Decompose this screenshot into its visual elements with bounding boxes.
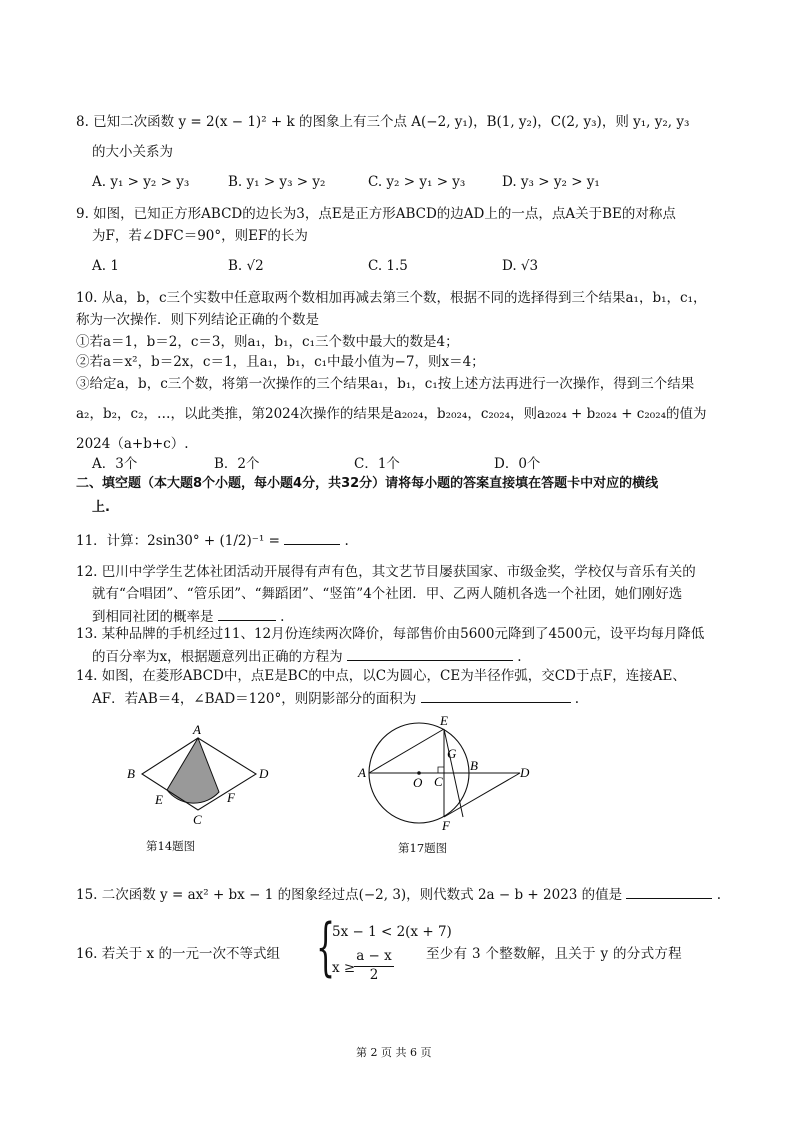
- q9-option-a: A. 1: [92, 258, 119, 274]
- q13-prompt: 的百分率为x，根据题意列出正确的方程为: [92, 649, 343, 665]
- page-footer: 第 2 页 共 6 页: [356, 1046, 432, 1059]
- q15-answer-blank[interactable]: [626, 886, 712, 899]
- q12-line1: 12. 巴川中学学生艺体社团活动开展得有声有色，其文艺节目屡获国家、市级金奖，学校仅与音乐有关的: [76, 564, 696, 580]
- section-2-heading: 二、填空题（本大题8个小题，每小题4分，共32分）请将每小题的答案直接填在答题卡中对应的横线: [76, 476, 659, 491]
- q9-option-c: C. 1.5: [368, 258, 408, 274]
- q14-line2: [92, 690, 579, 708]
- q10-option-b: B．2个: [214, 456, 260, 472]
- q11-answer-blank[interactable]: [284, 532, 340, 545]
- fig14-label-f: F: [227, 790, 235, 805]
- q16-prompt: 16. 若关于 x 的一元一次不等式组: [76, 946, 280, 962]
- fig17-label-d: D: [520, 765, 530, 780]
- q8-option-c: C. y₂ > y₁ > y₃: [368, 174, 466, 190]
- figure-17: [350, 708, 540, 838]
- q9-option-d: D. √3: [502, 258, 539, 274]
- q14-answer-blank[interactable]: [421, 690, 571, 703]
- q8-option-a: A. y₁ > y₂ > y₃: [92, 174, 190, 190]
- q10-statement-3a: ③给定a，b，c三个数，将第一次操作的三个结果a₁，b₁，c₁按上述方法再进行一次操作，得到三个结果: [76, 376, 695, 392]
- fig14-label-c: C: [193, 812, 202, 827]
- q11-end: .: [344, 533, 349, 549]
- q15-end: .: [716, 887, 722, 903]
- q16-denominator: 2: [354, 966, 394, 984]
- q10-statement-3c: 2024（a+b+c）.: [76, 436, 189, 452]
- q11-expression: 11．计算：2sin30° + (1/2)⁻¹ =: [76, 533, 280, 549]
- q9-option-b: B. √2: [228, 258, 264, 274]
- fig17-right-angle-mark: [438, 767, 444, 773]
- q10-line2: 称为一次操作．则下列结论正确的个数是: [76, 312, 319, 328]
- q13-answer-blank[interactable]: [347, 648, 513, 661]
- section-2-heading-cont: 上.: [92, 500, 110, 515]
- q15-prompt: 15. 二次函数 y = ax² + bx − 1 的图象经过点(−2, 3)，则代数式 2a − b + 2023 的值是: [76, 887, 623, 903]
- q12-prompt: 到相同社团的概率是: [92, 609, 214, 625]
- q13-line1: 13. 某种品牌的手机经过11、12月份连续两次降价，每部售价由5600元降到了4500元，设平均每月降低: [76, 626, 705, 642]
- q8-line1: 8. 已知二次函数 y = 2(x − 1)² + k 的图象上有三个点 A(−2, y₁)，B(1, y₂)，C(2, y₃)，则 y₁, y₂, y₃: [76, 114, 690, 130]
- q13-end: .: [517, 649, 522, 665]
- q10-statement-1: ①若a＝1，b＝2，c＝3，则a₁，b₁，c₁三个数中最大的数是4；: [76, 334, 459, 350]
- q16-numerator: a − x: [356, 948, 392, 964]
- q15: [76, 886, 721, 904]
- q8-option-b: B. y₁ > y₃ > y₂: [228, 174, 326, 190]
- fig14-label-e: E: [155, 792, 163, 807]
- q14-prompt: AF．若AB＝4，∠BAD＝120°，则阴影部分的面积为: [92, 691, 417, 707]
- q13-line2: [92, 648, 522, 666]
- q16-brace: {: [316, 911, 336, 986]
- fig14-label-d: D: [259, 766, 269, 781]
- fig17-label-a: A: [358, 765, 366, 780]
- q16-inequality-2: [332, 960, 355, 977]
- q11: [76, 532, 349, 550]
- q12-end: .: [280, 609, 285, 625]
- q12-answer-blank[interactable]: [218, 608, 276, 621]
- q10-statement-3b: a₂，b₂，c₂，…，以此类推，第2024次操作的结果是a₂₀₂₄，b₂₀₂₄，c₂₀₂₄，则a₂₀₂₄ + b₂₀₂₄ + c₂₀₂₄的值为: [76, 406, 707, 422]
- fig17-label-f: F: [442, 818, 450, 833]
- q12-line2: 就有“合唱团”、“管乐团”、“舞蹈团”、“竖笛”4个社团．甲、乙两人随机各选一个社团，她们刚好选: [92, 586, 683, 602]
- q10-option-d: D．0个: [494, 456, 541, 472]
- q8-line2: 的大小关系为: [92, 144, 173, 160]
- fig17-label-b: B: [470, 758, 478, 773]
- q9-line2: 为F，若∠DFC＝90°，则EF的长为: [92, 228, 308, 244]
- fig17-line-ae: [369, 729, 444, 773]
- q16-ineq2-lhs: x ≥: [332, 960, 356, 976]
- q10-option-a: A．3个: [92, 456, 138, 472]
- q14-end: .: [574, 691, 580, 707]
- q9-line1: 9. 如图，已知正方形ABCD的边长为3，点E是正方形ABCD的边AD上的一点，点A关于BE的对称点: [76, 206, 676, 222]
- q14-line1: 14. 如图，在菱形ABCD中，点E是BC的中点，以C为圆心，CE为半径作弧，交CD于点F，连接AE、: [76, 668, 686, 684]
- q10-option-c: C．1个: [354, 456, 400, 472]
- fig14-label-b: B: [127, 766, 135, 781]
- q10-line1: 10. 从a，b，c三个实数中任意取两个数相加再减去第三个数，根据不同的选择得到三个结果a₁，b₁，c₁，: [76, 290, 707, 306]
- q16-inequality-1: 5x − 1 < 2(x + 7): [332, 924, 452, 940]
- fig17-caption: 第17题图: [398, 841, 448, 855]
- fig14-shaded-region: [167, 738, 219, 803]
- fig17-label-c: C: [434, 774, 443, 789]
- fig17-label-o: O: [413, 775, 423, 790]
- q8-option-d: D. y₃ > y₂ > y₁: [502, 174, 600, 190]
- fig14-label-a: A: [193, 722, 201, 737]
- fig17-label-g: G: [447, 746, 457, 761]
- q16-prompt-cont: 至少有 3 个整数解，且关于 y 的分式方程: [426, 946, 682, 962]
- fig14-caption: 第14题图: [146, 839, 196, 853]
- q10-statement-2: ②若a＝x²，b＝2x，c＝1，且a₁，b₁，c₁中最小值为−7，则x＝4；: [76, 354, 485, 370]
- q16-fraction: [354, 948, 394, 984]
- figure-14: [115, 718, 275, 828]
- q12-line3: [92, 608, 284, 626]
- fig17-label-e: E: [440, 713, 448, 728]
